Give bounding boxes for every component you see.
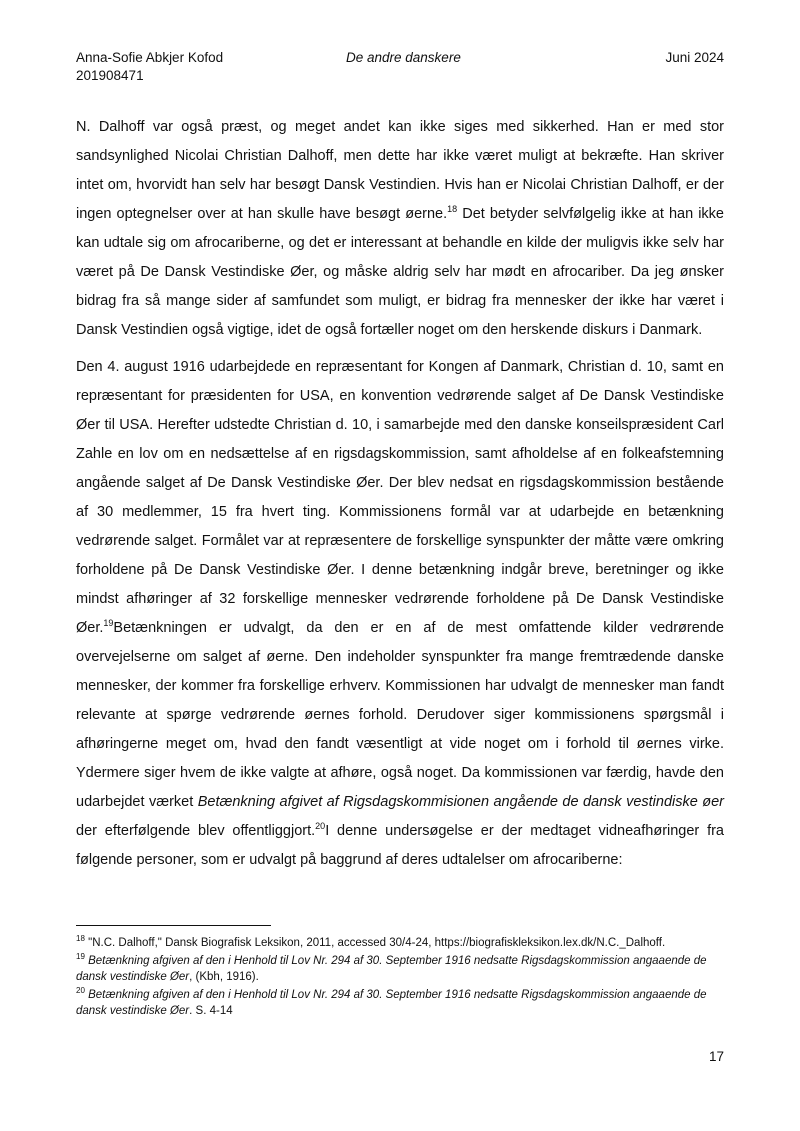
paragraph-2-text-b: Betænkningen er udvalgt, da den er en af de mest omfattende kilder vedrørende overvejelserne om salget af øerne. Den indeholder synspunkter fra mange fremtrædende danske mennesker, der kommer fra forskellige erhverv. Kommissionen har udvalgt de mennesker man fandt relevante at spørge vedrørende øernes forhold. Derudover siger kommissionens spørgsmål i afhøringerne meget om, hvad den fandt væsentligt at vide noget om i forhold til øernes virke. Ydermere siger hvem de ikke valgte at afhøre, også noget. Da kommissionen var færdig, havde den udarbejdet værket bbox=[76, 620, 724, 810]
footnote-italic: Betænkning afgiven af den i Henhold til Lov Nr. 294 af 30. September 1916 nedsatte Rigsdagskommission angaaende de dansk vestindiske Øer bbox=[76, 955, 707, 983]
footnotes bbox=[76, 935, 724, 1021]
footnote-text: . S. 4-14 bbox=[189, 1005, 233, 1017]
header-date: Juni 2024 bbox=[665, 50, 724, 65]
header-author: Anna-Sofie Abkjer Kofod bbox=[76, 50, 224, 65]
paragraph-1-text-a: N. Dalhoff var også præst, og meget andet kan ikke siges med sikkerhed. Han er med stor sandsynlighed Nicolai Christian Dalhoff, men dette har ikke været muligt at bekræfte. Han skriver intet om, hvorvidt han selv har besøgt Dansk Vestindien. Hvis han er Nicolai Christian Dalhoff, er der ingen optegnelser over at han skulle have besøgt øerne. bbox=[76, 119, 724, 222]
footnote-divider bbox=[76, 925, 271, 926]
footnote-18 bbox=[76, 935, 724, 951]
paragraph-2-text-d: I denne undersøgelse er der medtaget vidneafhøringer fra følgende personer, som er udvalgt på baggrund af deres udtalelser om afrocariberne: bbox=[76, 823, 724, 868]
work-title: Betænkning afgivet af Rigsdagskommisionen angående de dansk vestindiske øer bbox=[197, 794, 724, 810]
footnote-number: 20 bbox=[76, 986, 85, 996]
paragraph-2-text-a: Den 4. august 1916 udarbejdede en repræsentant for Kongen af Danmark, Christian d. 10, samt en repræsentant for præsidenten for USA, en konvention vedrørende salget af De Dansk Vestindiske Øer til USA. Herefter udstedte Christian d. 10, i samarbejde med den danske konseilspræsident Carl Zahle en lov om en nedsættelse af en rigsdagskommission, samt afholdelse af en folkeafstemning angående salget af De Dansk Vestindiske Øer. Der blev nedsat en rigsdagskommission bestående af 30 medlemmer, 15 fra hvert ting. Kommissionens formål var at udarbejde en betænkning vedrørende salget. Formålet var at repræsentere de forskellige synspunkter der måtte være omkring forholdene på De Dansk Vestindiske Øer. I denne betænkning indgår breve, beretninger og ikke mindst afhøringer af 32 forskellige mennesker vedrørende forholdene på De Dansk Vestindiske Øer. bbox=[76, 359, 724, 636]
footnote-text: , (Kbh, 1916). bbox=[189, 971, 259, 983]
paragraph-1-text-b: Det betyder selvfølgelig ikke at han ikke kan udtale sig om afrocariberne, og det er interessant at behandle en kilde der muligvis ikke selv har været på De Dansk Vestindiske Øer, og måske aldrig selv har mødt en afrocariber. Da jeg ønsker bidrag fra så mange sider af samfundet som muligt, er bidrag fra mennesker der ikke har været i Dansk Vestindien også vigtige, idet de også fortæller noget om den herskende diskurs i Danmark. bbox=[76, 206, 724, 338]
footnote-italic: Betænkning afgiven af den i Henhold til Lov Nr. 294 af 30. September 1916 nedsatte Rigsdagskommission angaaende de dansk vestindiske Øer bbox=[76, 989, 707, 1017]
header-title: De andre danskere bbox=[346, 50, 461, 65]
footnote-20 bbox=[76, 987, 724, 1019]
footnote-ref-18: 18 bbox=[447, 204, 458, 215]
footnote-text: "N.C. Dalhoff," Dansk Biografisk Leksikon, 2011, accessed 30/4-24, https://biografiskleksikon.lex.dk/N.C._Dalhoff. bbox=[88, 937, 666, 949]
footnote-19 bbox=[76, 953, 724, 985]
footnote-ref-19: 19 bbox=[103, 618, 114, 629]
paragraph-2-text-c: der efterfølgende blev offentliggjort. bbox=[76, 823, 316, 839]
paragraph-1 bbox=[76, 113, 724, 345]
footnote-number: 18 bbox=[76, 934, 85, 944]
header-author-block bbox=[76, 49, 223, 85]
page-number: 17 bbox=[708, 1049, 724, 1064]
body-text bbox=[76, 113, 724, 883]
footnote-ref-20: 20 bbox=[315, 821, 326, 832]
footnote-number: 19 bbox=[76, 952, 85, 962]
header-student-id: 201908471 bbox=[76, 68, 144, 83]
paragraph-2 bbox=[76, 353, 724, 875]
